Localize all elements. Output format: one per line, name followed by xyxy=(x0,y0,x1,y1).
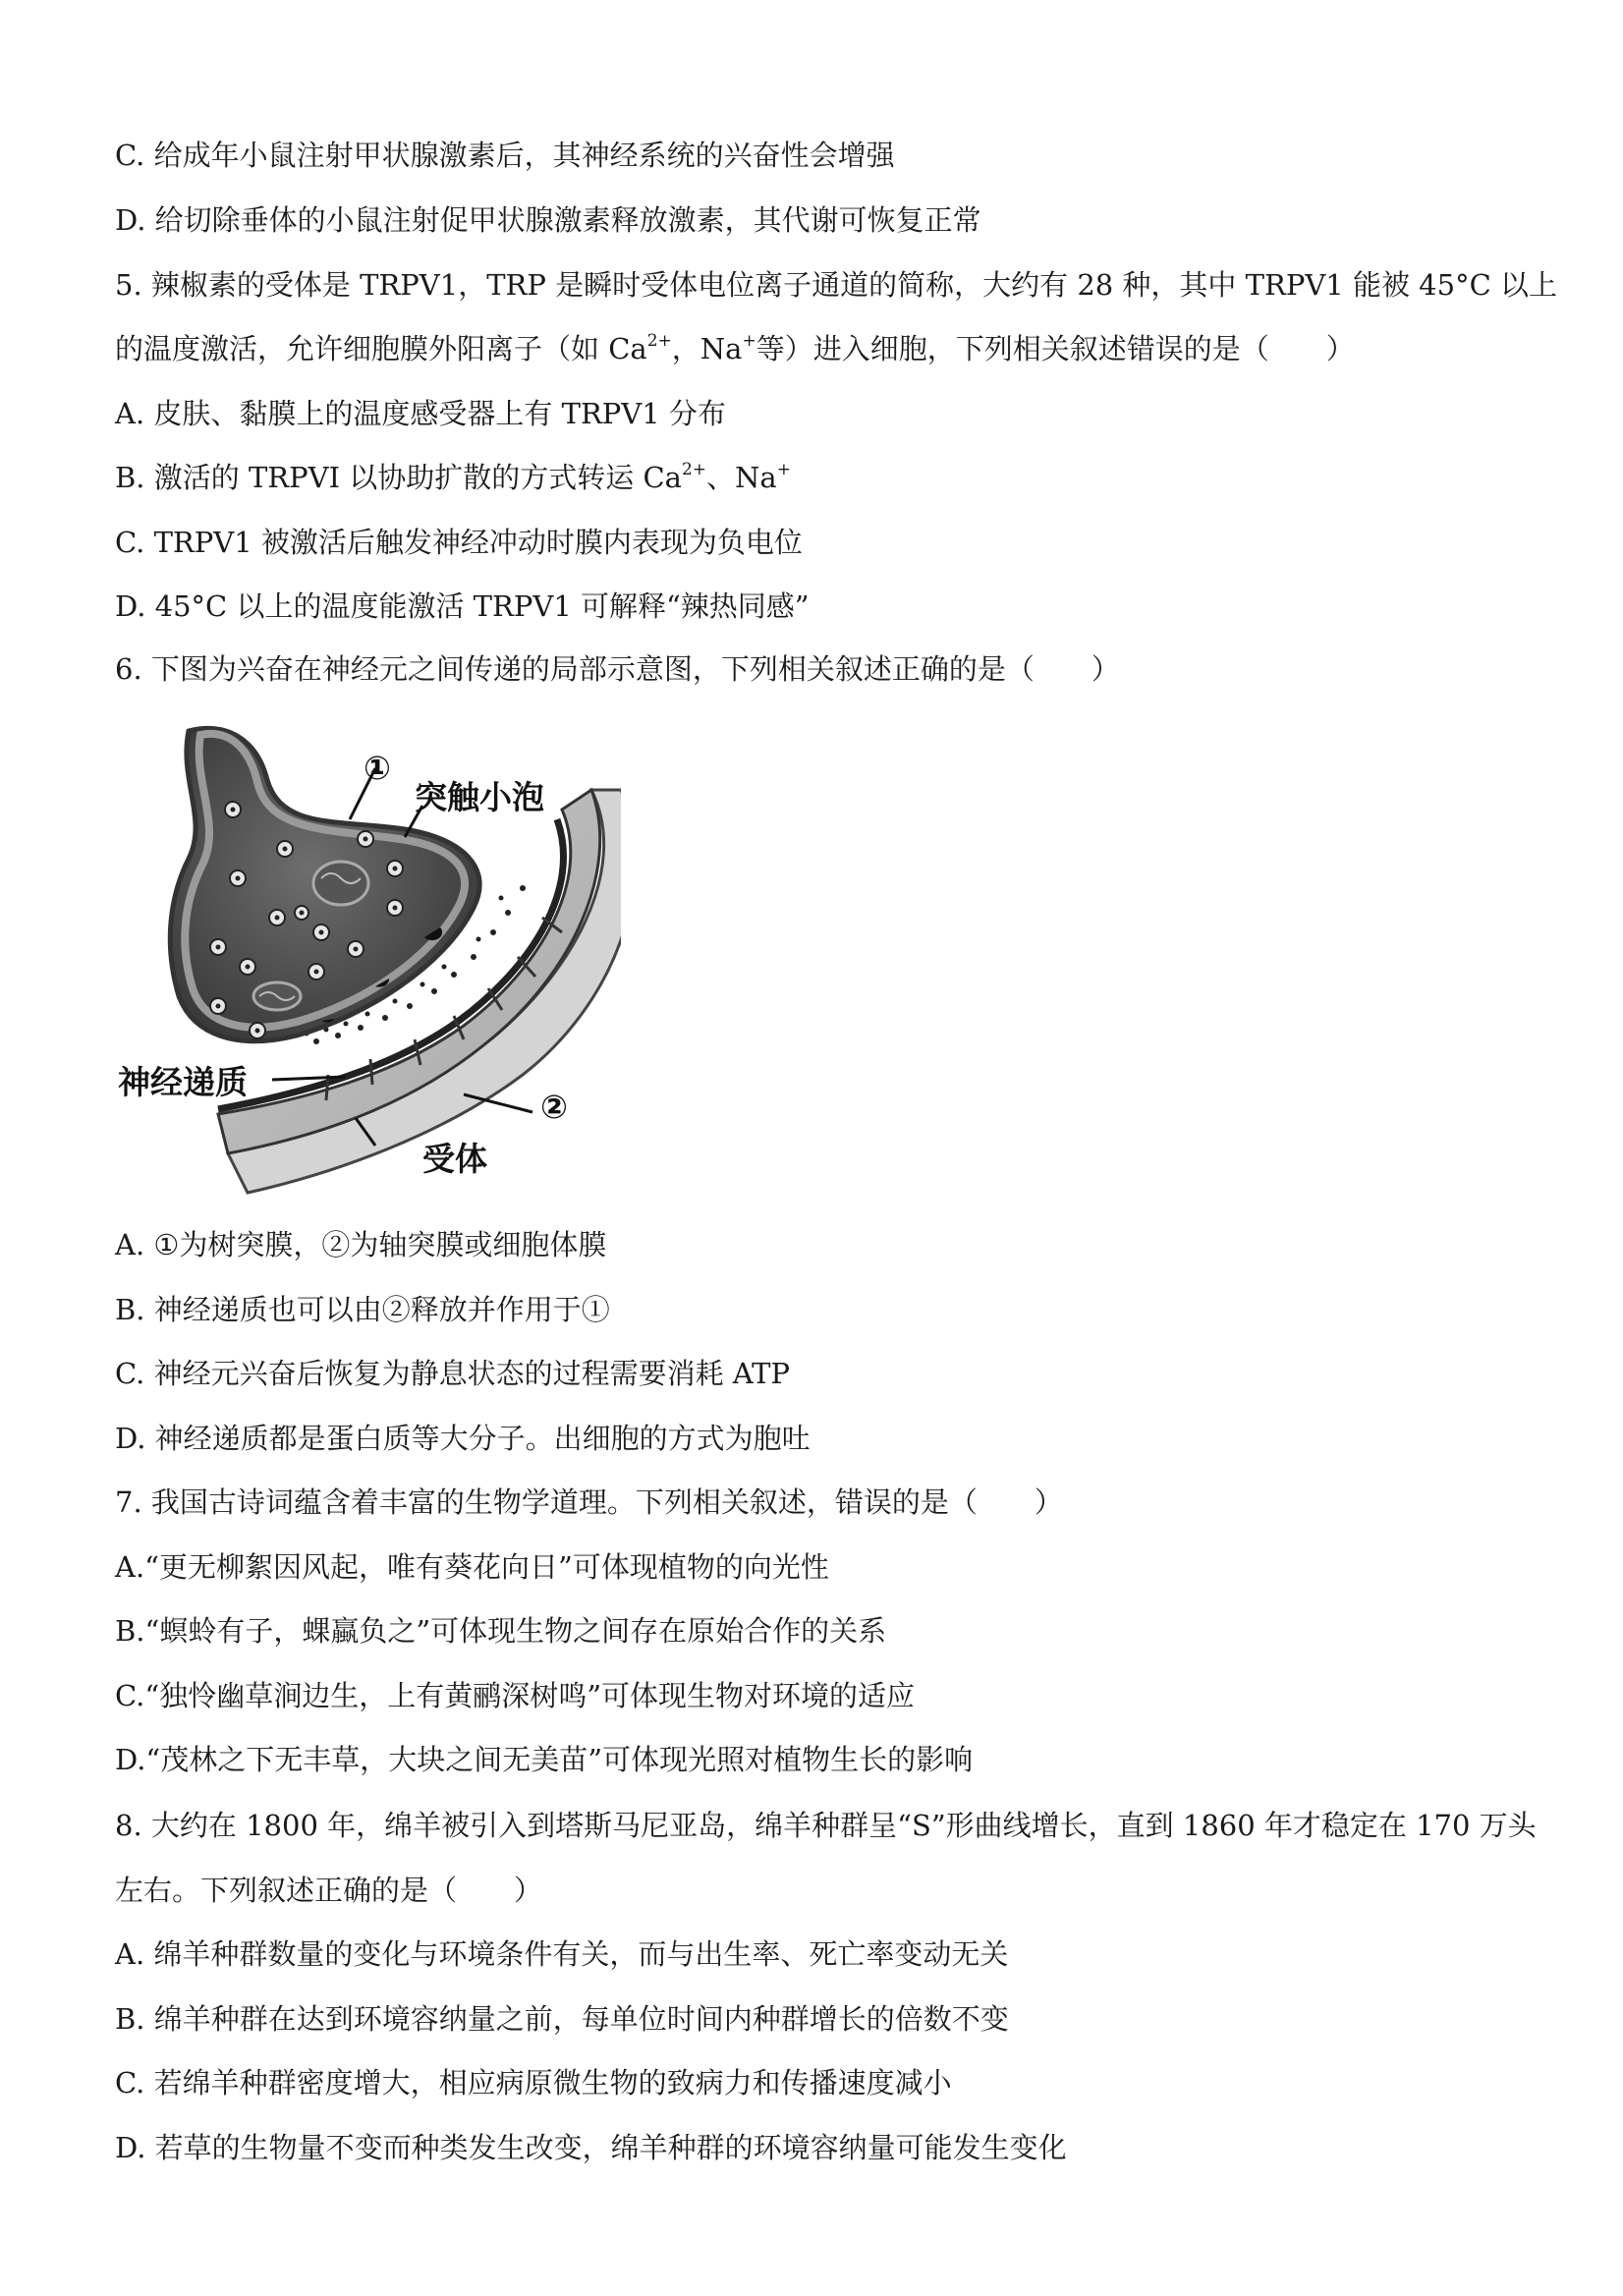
label-synaptic-vesicle: 突触小泡 xyxy=(415,778,544,816)
q7-option-a: A.“更无柳絮因风起，唯有葵花向日”可体现植物的向光性 xyxy=(115,1550,829,1584)
q6-stem: 6. 下图为兴奋在神经元之间传递的局部示意图，下列相关叙述正确的是（ ） xyxy=(115,652,1120,686)
q6-option-b: B. 神经递质也可以由②释放并作用于① xyxy=(115,1293,610,1326)
q5-stem-text-c: 等）进入细胞，下列相关叙述错误的是（ ） xyxy=(756,332,1355,365)
q5-option-c: C. TRPV1 被激活后触发神经冲动时膜内表现为负电位 xyxy=(115,526,803,559)
q5-stem-line1: 5. 辣椒素的受体是 TRPV1，TRP 是瞬时受体电位离子通道的简称，大约有 28 种，其中 TRPV1 能被 45°C 以上 xyxy=(115,268,1557,302)
q6-option-d: D. 神经递质都是蛋白质等大分子。出细胞的方式为胞吐 xyxy=(115,1422,811,1455)
label-neurotransmitter: 神经递质 xyxy=(118,1063,248,1101)
q4-option-c: C. 给成年小鼠注射甲状腺激素后，其神经系统的兴奋性会增强 xyxy=(115,139,895,172)
q7-option-c: C.“独怜幽草涧边生，上有黄鹂深树鸣”可体现生物对环境的适应 xyxy=(115,1679,916,1712)
q5-option-d: D. 45°C 以上的温度能激活 TRPV1 可解释“辣热同感” xyxy=(115,589,810,623)
q6-option-c: C. 神经元兴奋后恢复为静息状态的过程需要消耗 ATP xyxy=(115,1357,791,1390)
q8-stem-line1: 8. 大约在 1800 年，绵羊被引入到塔斯马尼亚岛，绵羊种群呈“S”形曲线增长，直到 1860 年才稳定在 170 万头 xyxy=(115,1809,1537,1842)
q5-option-b-text-a: B. 激活的 TRPVI 以协助扩散的方式转运 Ca xyxy=(115,461,682,494)
superscript: + xyxy=(776,460,791,480)
q7-option-d: D.“茂林之下无丰草，大块之间无美苗”可体现光照对植物生长的影响 xyxy=(115,1743,974,1776)
q5-option-a: A. 皮肤、黏膜上的温度感受器上有 TRPV1 分布 xyxy=(115,397,726,430)
q8-option-a: A. 绵羊种群数量的变化与环境条件有关，而与出生率、死亡率变动无关 xyxy=(115,1937,1009,1971)
label-receptor: 受体 xyxy=(422,1140,487,1178)
q4-option-d: D. 给切除垂体的小鼠注射促甲状腺激素释放激素，其代谢可恢复正常 xyxy=(115,203,981,237)
q7-stem: 7. 我国古诗词蕴含着丰富的生物学道理。下列相关叙述，错误的是（ ） xyxy=(115,1485,1063,1519)
superscript: 2+ xyxy=(681,460,707,480)
q5-option-b-text-b: 、Na xyxy=(706,461,777,494)
q5-stem-text-b: ，Na xyxy=(671,332,743,365)
q8-stem-line2: 左右。下列叙述正确的是（ ） xyxy=(115,1874,543,1907)
synapse-diagram xyxy=(110,721,621,1203)
q5-stem-text-a: 的温度激活，允许细胞膜外阳离子（如 Ca xyxy=(115,332,647,365)
q8-option-c: C. 若绵羊种群密度增大，相应病原微生物的致病力和传播速度减小 xyxy=(115,2066,952,2100)
q8-option-d: D. 若草的生物量不变而种类发生改变，绵羊种群的环境容纳量可能发生变化 xyxy=(115,2131,1067,2164)
superscript: + xyxy=(742,331,756,352)
label-circle-2: ② xyxy=(540,1088,568,1126)
q8-option-b: B. 绵羊种群在达到环境容纳量之前，每单位时间内种群增长的倍数不变 xyxy=(115,2002,1009,2036)
synapse-illustration xyxy=(110,721,621,1203)
q6-option-a: A. ①为树突膜，②为轴突膜或细胞体膜 xyxy=(115,1228,607,1261)
q5-stem-line2 xyxy=(115,329,1355,368)
q5-option-b xyxy=(115,458,791,497)
superscript: 2+ xyxy=(646,331,672,352)
q7-option-b: B.“螟蛉有子，蜾蠃负之”可体现生物之间存在原始合作的关系 xyxy=(115,1614,887,1648)
label-circle-1: ① xyxy=(364,749,391,787)
